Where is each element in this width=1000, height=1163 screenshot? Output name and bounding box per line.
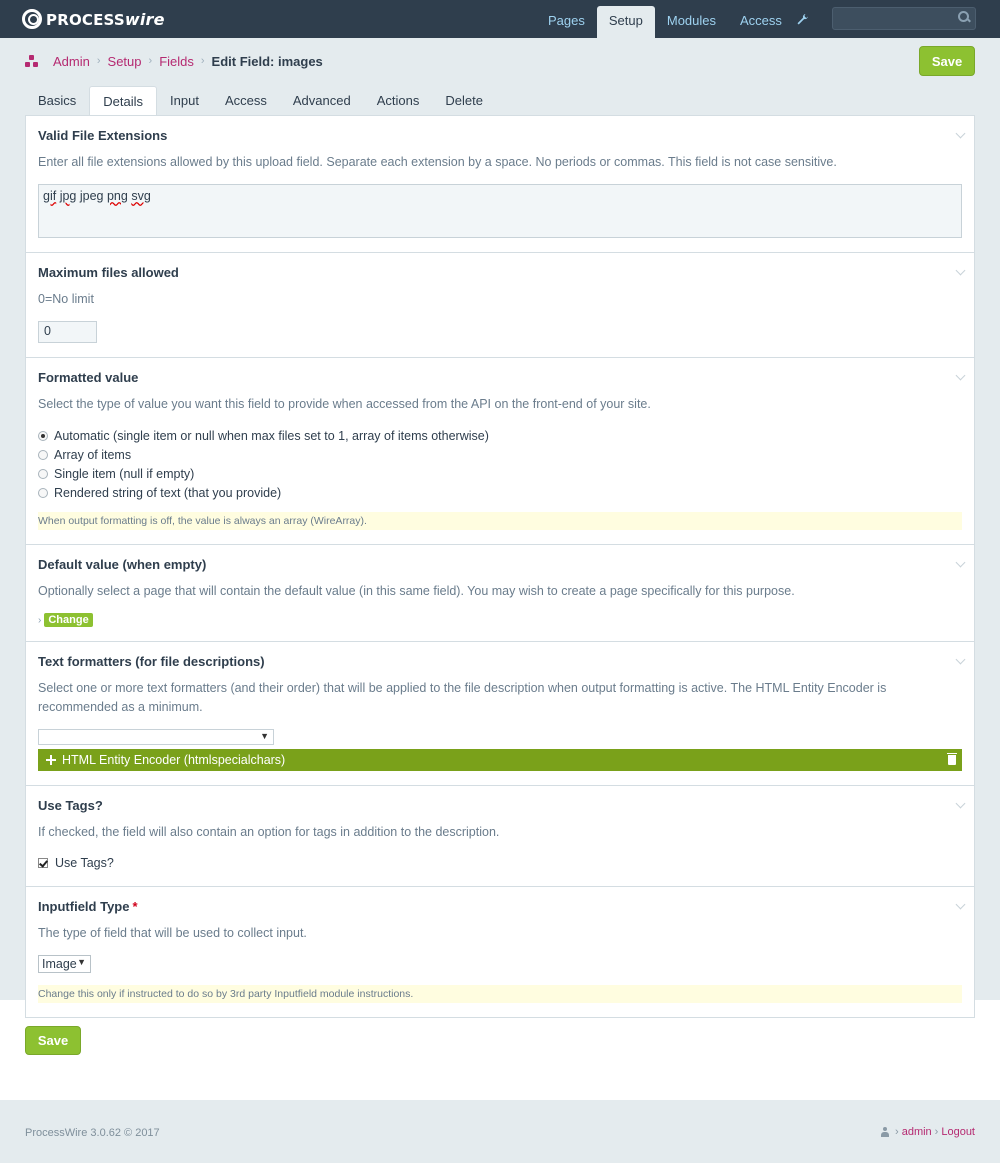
field-label[interactable]: Default value (when empty) [38, 557, 207, 572]
radio-option-single[interactable] [38, 464, 962, 483]
logo-text: PROCESSwire [46, 9, 165, 29]
tab-actions[interactable]: Actions [376, 93, 420, 108]
radio-button[interactable] [38, 469, 48, 479]
extension-value: jpg [59, 189, 77, 203]
page-select-row [38, 613, 962, 627]
field-formatted-value [26, 358, 974, 545]
field-description: If checked, the field will also contain an option for tags in addition to the description. [38, 825, 500, 839]
field-label[interactable]: Use Tags? [38, 798, 103, 813]
separator: › [934, 1126, 939, 1138]
radio-label[interactable]: Rendered string of text (that you provide) [54, 485, 282, 500]
trash-icon[interactable] [948, 755, 956, 765]
formatter-label: HTML Entity Encoder (htmlspecialchars) [62, 753, 286, 767]
dropdown-arrow-icon: ▼ [260, 731, 269, 741]
field-label[interactable]: Valid File Extensions [38, 128, 168, 143]
radio-button[interactable] [38, 431, 48, 441]
radio-option-array[interactable] [38, 445, 962, 464]
field-extensions [26, 116, 974, 253]
max-files-input[interactable]: 0 [38, 321, 97, 343]
breadcrumb-fields[interactable]: Fields [159, 53, 194, 69]
radio-button[interactable] [38, 488, 48, 498]
tab-bar [25, 86, 496, 116]
radio-button[interactable] [38, 450, 48, 460]
tab-input[interactable]: Input [170, 93, 199, 108]
field-description: Optionally select a page that will contain the default value (in this same field). You may wish to create a page specifically for this purpose. [38, 584, 795, 598]
wrench-icon[interactable] [796, 13, 810, 27]
logout-link[interactable]: Logout [941, 1126, 975, 1138]
breadcrumb-separator: › [148, 55, 153, 67]
user-link[interactable]: admin [901, 1126, 932, 1138]
field-label[interactable]: Formatted value [38, 370, 139, 385]
field-inputfield-type [26, 887, 974, 1017]
extension-value: svg [131, 189, 151, 203]
tab-details[interactable]: Details [89, 86, 157, 116]
tab-delete[interactable]: Delete [445, 93, 483, 108]
field-label[interactable]: Text formatters (for file descriptions) [38, 654, 265, 669]
field-description: The type of field that will be used to collect input. [38, 926, 307, 940]
breadcrumb-separator: › [96, 55, 101, 67]
field-description: Select one or more text formatters (and their order) that will be applied to the file description when output formatting is active. The HTML Entity Encoder is recommended as a minimum. [38, 681, 887, 714]
tab-access[interactable]: Access [224, 93, 267, 108]
change-button[interactable]: Change [44, 613, 92, 627]
tab-advanced[interactable]: Advanced [292, 93, 351, 108]
top-navigation [536, 6, 794, 38]
sitemap-icon[interactable] [25, 55, 39, 67]
required-marker: * [132, 899, 138, 914]
inputfield-type-select[interactable] [38, 955, 91, 973]
search-icon[interactable] [958, 11, 970, 23]
field-notes: Change this only if instructed to do so by 3rd party Inputfield module instructions. [38, 985, 962, 1003]
nav-access[interactable]: Access [740, 13, 782, 28]
save-button-top[interactable]: Save [919, 46, 975, 76]
chevron-right-icon: › [38, 614, 42, 626]
field-text-formatters [26, 642, 974, 786]
field-use-tags [26, 786, 974, 887]
radio-option-automatic[interactable] [38, 426, 962, 445]
masthead [0, 0, 1000, 38]
text-formatter-select[interactable] [38, 729, 274, 745]
footer-copyright: ProcessWire 3.0.62 © 2017 [25, 1127, 160, 1139]
nav-setup[interactable]: Setup [597, 6, 655, 38]
tab-basics[interactable]: Basics [38, 93, 77, 108]
footer-user [881, 1126, 975, 1138]
field-description: Enter all file extensions allowed by this upload field. Separate each extension by a space. No periods or commas. This field is not case sensitive. [38, 155, 837, 169]
field-notes: When output formatting is off, the value is always an array (WireArray). [38, 512, 962, 530]
extension-value: png [106, 189, 128, 203]
breadcrumb-setup[interactable]: Setup [107, 53, 142, 69]
dropdown-arrow-icon: ▼ [77, 957, 86, 967]
radio-label[interactable]: Single item (null if empty) [54, 466, 195, 481]
breadcrumb-separator: › [200, 55, 205, 67]
use-tags-checkbox[interactable] [38, 858, 48, 868]
use-tags-option[interactable] [38, 854, 962, 872]
breadcrumb-admin[interactable]: Admin [53, 53, 90, 69]
nav-pages[interactable]: Pages [548, 13, 585, 28]
move-icon[interactable] [46, 755, 56, 765]
field-description: Select the type of value you want this field to provide when accessed from the API on the front-end of your site. [38, 397, 651, 411]
breadcrumb [25, 52, 323, 70]
save-button-bottom[interactable]: Save [25, 1026, 81, 1055]
extension-value: gif [43, 189, 57, 203]
extensions-textarea[interactable] [38, 184, 962, 238]
radio-label[interactable]: Automatic (single item or null when max files set to 1, array of items otherwise) [54, 428, 489, 443]
checkbox-label[interactable]: Use Tags? [55, 856, 114, 870]
select-value: Image [42, 957, 77, 971]
footer [0, 1101, 1000, 1163]
radio-option-rendered[interactable] [38, 483, 962, 502]
field-label[interactable]: Maximum files allowed [38, 265, 179, 280]
page-title: Edit Field: images [211, 53, 323, 69]
field-form [25, 115, 975, 1018]
selected-formatter-item[interactable] [38, 749, 962, 771]
extension-value: jpeg [79, 189, 104, 203]
radio-label[interactable]: Array of items [54, 447, 132, 462]
field-default-value [26, 545, 974, 642]
search-input[interactable] [832, 7, 976, 30]
nav-modules[interactable]: Modules [666, 13, 716, 28]
field-max-files [26, 253, 974, 358]
separator: › [895, 1126, 899, 1138]
user-icon [881, 1127, 889, 1137]
processwire-logo[interactable] [22, 8, 165, 30]
field-label[interactable]: Inputfield Type * [38, 899, 138, 914]
processwire-logo-icon [22, 9, 42, 29]
field-description: 0=No limit [38, 292, 94, 306]
